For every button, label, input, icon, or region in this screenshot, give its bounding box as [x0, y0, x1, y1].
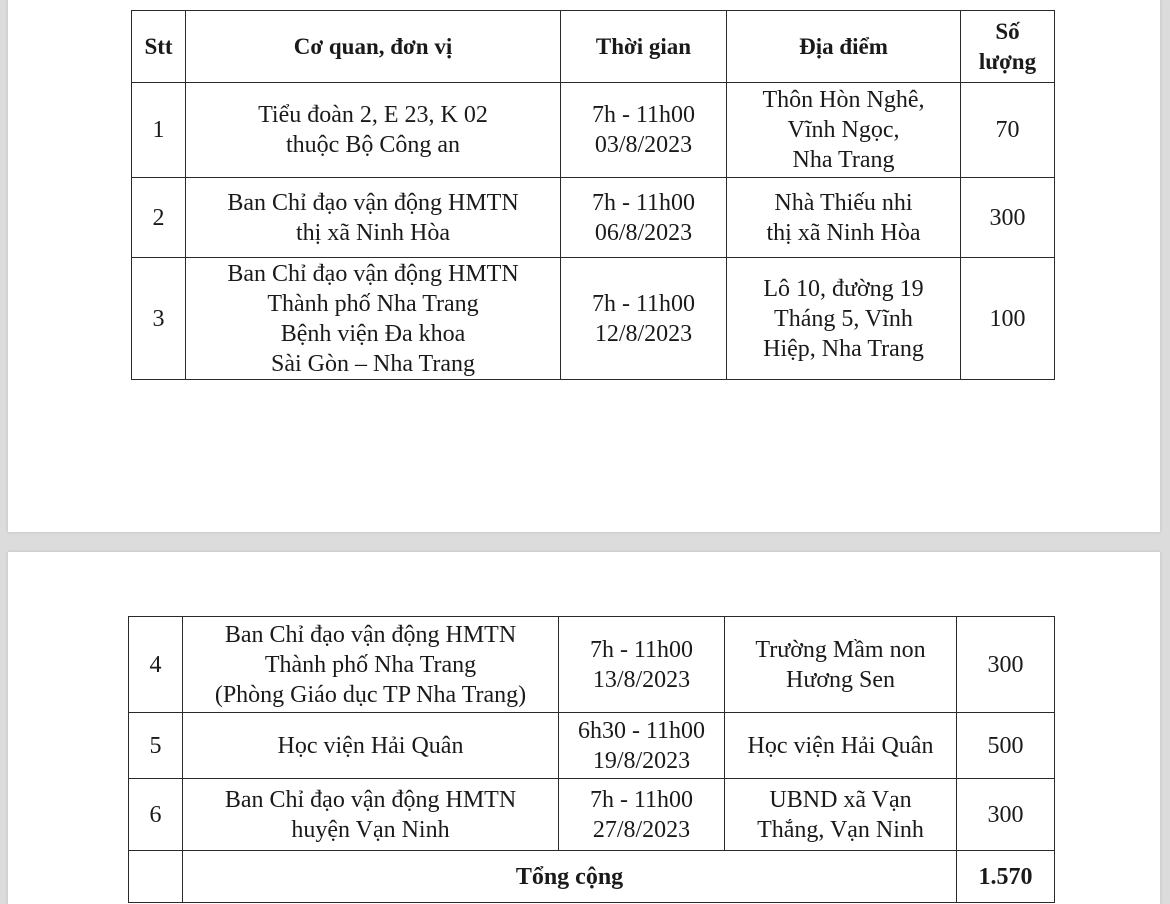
row-unit: Ban Chỉ đạo vận động HMTN huyện Vạn Ninh: [183, 779, 559, 851]
row-stt: 2: [132, 178, 186, 258]
document-page-1: [8, 0, 1160, 532]
header-location: Địa điểm: [727, 11, 961, 83]
row-quantity: 500: [957, 713, 1055, 779]
row-unit: Tiểu đoàn 2, E 23, K 02 thuộc Bộ Công an: [186, 83, 561, 178]
row-quantity: 70: [961, 83, 1055, 178]
row-stt: 4: [129, 617, 183, 713]
table-header-row: [132, 11, 1055, 83]
row-location: UBND xã Vạn Thắng, Vạn Ninh: [725, 779, 957, 851]
row-stt: 3: [132, 258, 186, 380]
table-row: [129, 617, 1055, 713]
table-row: [129, 779, 1055, 851]
row-unit: Ban Chỉ đạo vận động HMTN Thành phố Nha Trang Bệnh viện Đa khoa Sài Gòn – Nha Trang: [186, 258, 561, 380]
total-stt-empty: [129, 851, 183, 903]
row-location: Lô 10, đường 19 Tháng 5, Vĩnh Hiệp, Nha Trang: [727, 258, 961, 380]
row-time: 6h30 - 11h00 19/8/2023: [559, 713, 725, 779]
row-stt: 6: [129, 779, 183, 851]
row-quantity: 100: [961, 258, 1055, 380]
header-time: Thời gian: [561, 11, 727, 83]
table-row: [132, 178, 1055, 258]
schedule-table-part-2: [128, 616, 1055, 903]
row-time: 7h - 11h00 13/8/2023: [559, 617, 725, 713]
row-location: Trường Mầm non Hương Sen: [725, 617, 957, 713]
header-unit: Cơ quan, đơn vị: [186, 11, 561, 83]
total-row: [129, 851, 1055, 903]
row-stt: 5: [129, 713, 183, 779]
row-location: Học viện Hải Quân: [725, 713, 957, 779]
row-time: 7h - 11h00 06/8/2023: [561, 178, 727, 258]
row-time: 7h - 11h00 12/8/2023: [561, 258, 727, 380]
header-stt: Stt: [132, 11, 186, 83]
total-value: 1.570: [957, 851, 1055, 903]
header-quantity: Số lượng: [961, 11, 1055, 83]
row-quantity: 300: [961, 178, 1055, 258]
row-unit: Học viện Hải Quân: [183, 713, 559, 779]
row-quantity: 300: [957, 617, 1055, 713]
row-location: Thôn Hòn Nghê, Vĩnh Ngọc, Nha Trang: [727, 83, 961, 178]
schedule-table-part-1: [131, 10, 1055, 380]
table-row: [132, 83, 1055, 178]
table-row: [132, 258, 1055, 380]
row-quantity: 300: [957, 779, 1055, 851]
row-time: 7h - 11h00 03/8/2023: [561, 83, 727, 178]
row-unit: Ban Chỉ đạo vận động HMTN thị xã Ninh Hòa: [186, 178, 561, 258]
row-stt: 1: [132, 83, 186, 178]
table-row: [129, 713, 1055, 779]
document-page-2: [8, 552, 1160, 904]
row-location: Nhà Thiếu nhi thị xã Ninh Hòa: [727, 178, 961, 258]
total-label: Tổng cộng: [183, 851, 957, 903]
row-unit: Ban Chỉ đạo vận động HMTN Thành phố Nha Trang (Phòng Giáo dục TP Nha Trang): [183, 617, 559, 713]
row-time: 7h - 11h00 27/8/2023: [559, 779, 725, 851]
